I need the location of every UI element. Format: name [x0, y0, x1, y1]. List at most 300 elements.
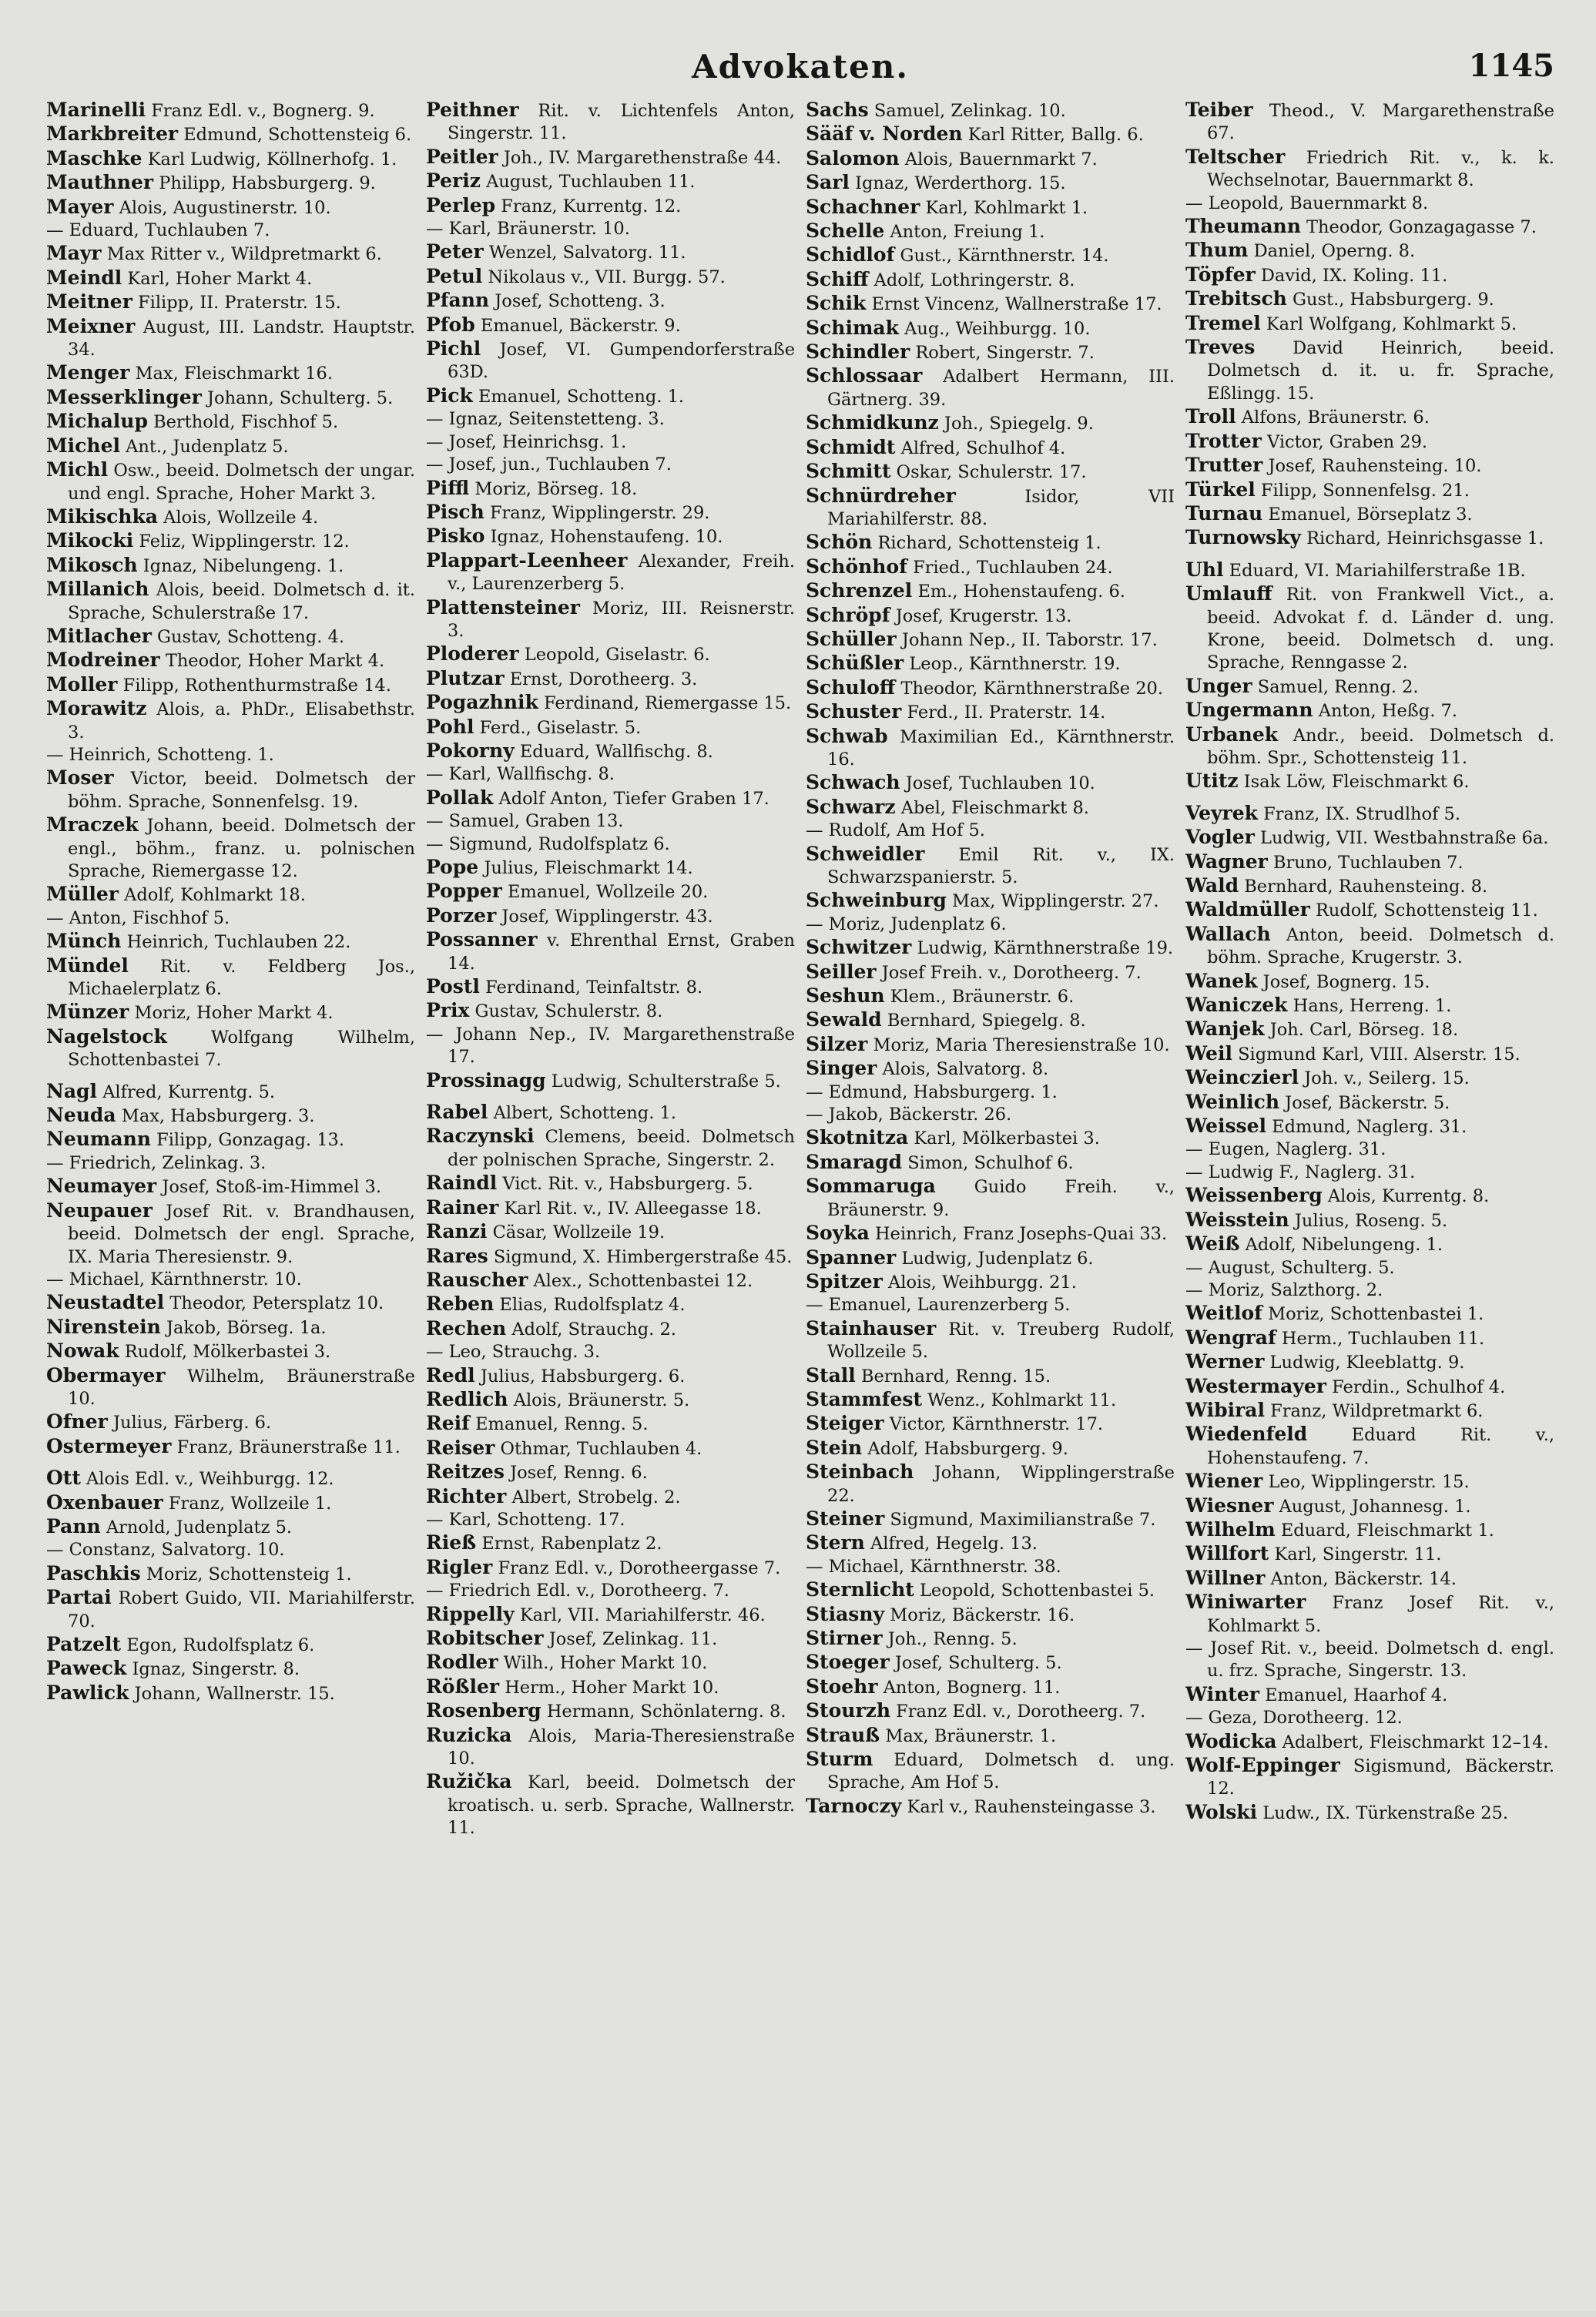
entry-surname: Strauß: [806, 1723, 880, 1746]
directory-entry: [806, 317, 1175, 340]
directory-entry: [46, 1682, 415, 1705]
entry-surname: Reiser: [426, 1436, 495, 1459]
entry-surname: Willner: [1185, 1566, 1266, 1589]
entry-details: Gust., Kärnthnerstr. 14.: [900, 246, 1109, 267]
directory-entry: [1185, 675, 1554, 699]
directory-entry: [46, 1364, 415, 1411]
entry-surname: Nirenstein: [46, 1315, 161, 1338]
entry-surname: Modreiner: [46, 649, 160, 672]
entry-details: Ernst, Rabenplatz 2.: [481, 1534, 662, 1554]
entry-details: Alois, Kurrentg. 8.: [1327, 1186, 1490, 1207]
directory-entry: [46, 813, 415, 883]
entry-surname: Schindler: [806, 340, 910, 364]
entry-details: Ferdinand, Riemergasse 15.: [544, 693, 792, 714]
entry-details: Theodor, Hoher Markt 4.: [165, 651, 385, 672]
entry-details: — Josef, jun., Tuchlauben 7.: [426, 454, 672, 475]
entry-details: Karl Ritter, Ballg. 6.: [967, 125, 1144, 146]
entry-details: Johann, Schulterg. 5.: [207, 387, 394, 408]
entry-surname: Schmidkunz: [806, 411, 939, 434]
entry-details: — Karl, Schotteng. 17.: [426, 1509, 625, 1530]
entry-details: Filipp, Gonzagag. 13.: [156, 1130, 344, 1151]
directory-entry: [426, 289, 795, 313]
directory-entry: [1185, 558, 1554, 582]
entry-details: Alois, Maria-Theresienstraße 10.: [448, 1725, 795, 1769]
directory-entry: [46, 1562, 415, 1586]
entry-surname: Tremel: [1185, 311, 1261, 334]
entry-surname: Schuster: [806, 700, 902, 723]
entry-details: Joh., Renng. 5.: [887, 1629, 1018, 1649]
entry-surname: Schwitzer: [806, 936, 912, 959]
entry-details: Hans, Herreng. 1.: [1293, 996, 1452, 1017]
entry-details: Filipp, Rothenthurmstraße 14.: [122, 675, 391, 696]
directory-entry: [426, 904, 795, 928]
directory-entry: [806, 1627, 1175, 1651]
entry-surname: Sewald: [806, 1008, 882, 1031]
entry-details: Karl Rit. v., IV. Alleegasse 18.: [504, 1198, 762, 1219]
entry-surname: Postl: [426, 975, 480, 998]
entry-details: Albert, Schotteng. 1.: [493, 1103, 676, 1124]
entry-details: Max Ritter v., Wildpretmarkt 6.: [106, 244, 382, 265]
directory-entry: [426, 880, 795, 904]
directory-entry: [1185, 1350, 1554, 1374]
entry-surname: Weissel: [1185, 1115, 1266, 1138]
entry-details: Anton, Freiung 1.: [890, 222, 1045, 243]
entry-details: Eduard, VI. Mariahilferstraße 1B.: [1229, 560, 1526, 581]
entry-surname: Stammfest: [806, 1387, 922, 1410]
page-header: [46, 40, 1554, 99]
entry-surname: Rainer: [426, 1195, 499, 1219]
directory-entry: [46, 386, 415, 410]
entry-surname: Pichl: [426, 337, 481, 360]
directory-entry: [806, 1748, 1175, 1795]
entry-details: Karl, Mölkerbastei 3.: [914, 1128, 1100, 1149]
directory-entry: [426, 146, 795, 169]
entry-details: Ferd., Giselastr. 5.: [479, 717, 642, 738]
entry-details: — Josef Rit. v., beeid. Dolmetsch d. engl. u. frz. Sprache, Singerstr. 13.: [1185, 1638, 1554, 1682]
entry-details: Wilhelm, Bräunerstraße 10.: [68, 1366, 415, 1409]
entry-surname: Plappart-Leenheer: [426, 548, 628, 572]
entry-surname: Spitzer: [806, 1269, 883, 1293]
entry-details: Ludwig, Kleeblattg. 9.: [1269, 1353, 1465, 1373]
entry-details: Herm., Tuchlauben 11.: [1281, 1328, 1485, 1349]
page-number: 1145: [1468, 48, 1554, 84]
entry-surname: Ungermann: [1185, 699, 1313, 722]
entry-details: — Karl, Bräunerstr. 10.: [426, 219, 630, 240]
entry-surname: Peithner: [426, 99, 519, 121]
entry-surname: Mauthner: [46, 171, 154, 194]
entry-details: Moriz, Schottenbastei 1.: [1268, 1304, 1484, 1325]
directory-entry: [806, 171, 1175, 195]
entry-details: Ignaz, Hohenstaufeng. 10.: [490, 527, 723, 548]
entry-details: — Rudolf, Am Hof 5.: [806, 820, 985, 841]
entry-surname: Rippelly: [426, 1602, 515, 1625]
entry-details: Wolfgang Wilhelm, Schottenbastei 7.: [68, 1027, 415, 1071]
directory-entry: [46, 744, 415, 766]
entry-surname: Teltscher: [1185, 145, 1286, 168]
entry-details: Alois Edl. v., Weihburgg. 12.: [86, 1469, 334, 1490]
entry-surname: Rechen: [426, 1316, 507, 1340]
directory-entry: [1185, 1754, 1554, 1801]
entry-surname: Schlossaar: [806, 364, 923, 387]
entry-details: Karl Ludwig, Köllnerhofg. 1.: [147, 149, 397, 169]
entry-surname: Uhl: [1185, 558, 1224, 581]
directory-entry: [426, 716, 795, 739]
directory-entry: [1185, 699, 1554, 723]
entry-details: — Leopold, Bauernmarkt 8.: [1185, 193, 1429, 213]
directory-entry: [426, 454, 795, 476]
entry-surname: Utitz: [1185, 770, 1239, 793]
entry-surname: Raindl: [426, 1172, 498, 1195]
entry-details: Theod., V. Margarethenstraße 67.: [1207, 101, 1554, 144]
entry-surname: Wanjek: [1185, 1018, 1265, 1041]
entry-details: Emanuel, Wollzeile 20.: [508, 882, 709, 903]
directory-entry: [426, 194, 795, 218]
entry-details: Anton, Heßg. 7.: [1318, 701, 1457, 722]
directory-entry: [426, 431, 795, 454]
directory-entry: [1185, 287, 1554, 311]
entry-details: Ludwig, Schulterstraße 5.: [551, 1071, 781, 1091]
entry-details: Bernhard, Renng. 15.: [860, 1366, 1051, 1387]
entry-surname: Raczynski: [426, 1125, 535, 1148]
entry-details: Rudolf, Mölkerbastei 3.: [124, 1342, 331, 1363]
entry-surname: Seshun: [806, 984, 885, 1008]
entry-surname: Wolf-Eppinger: [1185, 1754, 1340, 1777]
directory-entry: [806, 1507, 1175, 1531]
directory-entry: [806, 1675, 1175, 1699]
entry-details: Emil Rit. v., IX. Schwarzspanierstr. 5.: [827, 844, 1175, 887]
entry-details: Philipp, Habsburgerg. 9.: [159, 173, 376, 194]
entry-details: Eduard, Dolmetsch d. ung. Sprache, Am Hof 5.: [827, 1750, 1175, 1793]
entry-details: Alois, a. PhDr., Elisabethstr. 3.: [68, 699, 415, 743]
entry-surname: Oxenbauer: [46, 1490, 163, 1514]
directory-entry: [1185, 405, 1554, 429]
entry-details: Moriz, Maria Theresienstraße 10.: [873, 1034, 1170, 1055]
entry-details: — Michael, Kärnthnerstr. 38.: [806, 1556, 1061, 1577]
entry-surname: Weitlof: [1185, 1302, 1262, 1325]
entry-surname: Wodicka: [1185, 1729, 1277, 1752]
entry-surname: Türkel: [1185, 478, 1256, 501]
entry-details: Ignaz, Nibelungeng. 1.: [142, 555, 344, 576]
entry-details: Sigmund Karl, VIII. Alserstr. 15.: [1238, 1044, 1521, 1065]
entry-details: Josef, Wipplingerstr. 43.: [501, 906, 713, 927]
entry-surname: Sommaruga: [806, 1175, 936, 1198]
entry-details: Wenzel, Salvatorg. 11.: [488, 243, 686, 263]
directory-entry: [1185, 1494, 1554, 1518]
entry-surname: Schachner: [806, 195, 920, 218]
directory-entry: [806, 820, 1175, 842]
entry-surname: Spanner: [806, 1246, 897, 1269]
directory-entry: [1185, 1730, 1554, 1754]
entry-details: Franz, Wollzeile 1.: [168, 1493, 332, 1514]
entry-details: Franz, Kurrentg. 12.: [501, 196, 682, 216]
directory-entry: [806, 1388, 1175, 1412]
entry-details: Emanuel, Haarhof 4.: [1265, 1685, 1448, 1705]
entry-surname: Trutter: [1185, 454, 1263, 477]
entry-details: Johann Nep., II. Taborstr. 17.: [901, 629, 1158, 650]
entry-surname: Robitscher: [426, 1627, 544, 1649]
entry-details: Alois, Bauernmarkt 7.: [904, 149, 1098, 169]
entry-details: Josef, Stoß-im-Himmel 3.: [162, 1177, 382, 1198]
directory-entry: [1185, 826, 1554, 850]
entry-surname: Nowak: [46, 1340, 119, 1363]
entry-surname: Schweidler: [806, 842, 925, 865]
entry-details: Ludwig, Kärnthnerstraße 19.: [917, 938, 1174, 959]
entry-surname: Rigler: [426, 1555, 493, 1578]
entry-surname: Urbanek: [1185, 723, 1279, 746]
directory-entry: [46, 529, 415, 553]
entry-surname: Plattensteiner: [426, 595, 580, 619]
entry-surname: Singer: [806, 1057, 877, 1080]
directory-entry: [46, 1025, 415, 1072]
directory-entry: [46, 315, 415, 362]
entry-details: Elias, Rudolfsplatz 4.: [499, 1295, 686, 1316]
entry-surname: Veyrek: [1185, 801, 1258, 824]
entry-surname: Porzer: [426, 904, 497, 927]
entry-surname: Schrenzel: [806, 579, 913, 602]
entry-surname: Schön: [806, 531, 873, 554]
entry-surname: Steiger: [806, 1412, 884, 1435]
entry-details: Jakob, Börseg. 1a.: [166, 1317, 327, 1338]
directory-entry: [426, 833, 795, 856]
entry-surname: Umlauff: [1185, 582, 1272, 605]
directory-entry: [426, 596, 795, 643]
entry-surname: Stall: [806, 1363, 856, 1387]
directory-entry: [1185, 193, 1554, 215]
entry-details: Julius, Roseng. 5.: [1294, 1210, 1448, 1231]
entry-surname: Rauscher: [426, 1268, 528, 1291]
directory-entry: [806, 1460, 1175, 1507]
entry-surname: Wallach: [1185, 922, 1271, 945]
entry-details: — Leo, Strauchg. 3.: [426, 1342, 601, 1363]
entry-details: Arnold, Judenplatz 5.: [106, 1517, 293, 1537]
directory-entry: [46, 434, 415, 458]
directory-entry: [806, 1724, 1175, 1748]
directory-entry: [1185, 502, 1554, 526]
entry-surname: Ostermeyer: [46, 1434, 172, 1457]
entry-details: Emanuel, Bäckerstr. 9.: [480, 315, 681, 336]
directory-entry: [806, 1412, 1175, 1436]
entry-surname: Pogazhnik: [426, 691, 538, 714]
entry-surname: Pick: [426, 384, 473, 407]
directory-entry: [426, 314, 795, 337]
directory-entry: [1185, 1302, 1554, 1326]
entry-details: Franz Edl. v., Dorotheergasse 7.: [498, 1558, 781, 1578]
entry-details: Andr., beeid. Dolmetsch d. böhm. Spr., Schottensteig 11.: [1207, 725, 1554, 768]
directory-entry: [806, 1699, 1175, 1723]
directory-entry: [806, 1222, 1175, 1246]
entry-details: Franz, Bräunerstraße 11.: [176, 1437, 401, 1457]
entry-surname: Rieß: [426, 1531, 477, 1554]
directory-entry: [1185, 99, 1554, 146]
entry-details: Anton, beeid. Dolmetsch d. böhm. Sprache, Krugerstr. 3.: [1207, 924, 1554, 968]
directory-entry: [806, 99, 1175, 122]
entry-details: — Geza, Dorotheerg. 12.: [1185, 1708, 1403, 1729]
directory-entry: [46, 410, 415, 434]
directory-entry: [46, 361, 415, 385]
entry-surname: Stoeger: [806, 1651, 890, 1674]
entry-details: Klem., Bräunerstr. 6.: [890, 987, 1075, 1008]
directory-entry: [806, 1033, 1175, 1057]
entry-details: Victor, Graben 29.: [1266, 431, 1428, 452]
entry-details: Egon, Rudolfsplatz 6.: [126, 1635, 315, 1655]
entry-details: Adolf, Habsburgerg. 9.: [867, 1438, 1068, 1459]
entry-details: Josef, Bäckerstr. 5.: [1285, 1092, 1450, 1113]
directory-entry: [1185, 430, 1554, 454]
directory-entry: [46, 554, 415, 578]
entry-surname: Weil: [1185, 1041, 1232, 1065]
entry-surname: Partai: [46, 1586, 112, 1609]
entry-surname: Redlich: [426, 1387, 508, 1410]
column-2: [426, 99, 795, 2317]
entry-details: Eduard Rit. v., Hohenstaufeng. 7.: [1207, 1425, 1554, 1468]
entry-details: Ludwig, VII. Westbahnstraße 6a.: [1260, 828, 1549, 849]
entry-surname: Waldmüller: [1185, 898, 1310, 921]
entry-surname: Schmidt: [806, 435, 896, 458]
directory-entry: [46, 171, 415, 195]
entry-details: Samuel, Zelinkag. 10.: [873, 101, 1066, 121]
entry-details: Leopold, Schottenbastei 5.: [919, 1581, 1155, 1601]
entry-details: Johann, Wipplingerstraße 22.: [827, 1463, 1175, 1506]
directory-entry: [1185, 1232, 1554, 1256]
entry-details: Johann, Wallnerstr. 15.: [134, 1683, 335, 1704]
entry-surname: Pann: [46, 1514, 101, 1537]
entry-surname: Thum: [1185, 239, 1249, 262]
directory-entry: [46, 1435, 415, 1459]
directory-entry: [806, 1651, 1175, 1675]
directory-entry: [1185, 1683, 1554, 1707]
directory-entry: [806, 1175, 1175, 1222]
entry-surname: Trotter: [1185, 429, 1262, 452]
entry-surname: Periz: [426, 169, 481, 193]
entry-surname: Turnau: [1185, 501, 1263, 525]
entry-surname: Richter: [426, 1484, 507, 1507]
entry-details: Anton, Bognerg. 11.: [883, 1677, 1061, 1698]
directory-entry: [426, 1627, 795, 1651]
entry-details: Clemens, beeid. Dolmetsch der polnischen Sprache, Singerstr. 2.: [448, 1127, 795, 1170]
entry-details: August, Johannesg. 1.: [1279, 1496, 1471, 1517]
directory-entry: [1185, 215, 1554, 239]
entry-details: Karl, Singerstr. 11.: [1274, 1544, 1442, 1565]
entry-surname: Michl: [46, 458, 109, 481]
entry-details: Ludwig, Judenplatz 6.: [901, 1248, 1094, 1269]
directory-entry: [426, 999, 795, 1023]
entry-surname: Nagelstock: [46, 1024, 167, 1048]
entry-details: Moriz, Hoher Markt 4.: [134, 1003, 334, 1024]
entry-details: Johann, beeid. Dolmetsch der engl., böhm., franz. u. polnischen Sprache, Riemergasse 12.: [68, 816, 415, 881]
entry-surname: Mikischka: [46, 505, 158, 528]
directory-entry: [426, 1531, 795, 1555]
entry-details: Berthold, Fischhof 5.: [153, 412, 339, 433]
entry-surname: Sachs: [806, 99, 869, 121]
entry-details: Rit. v. Lichtenfels Anton, Singerstr. 11.: [448, 101, 795, 144]
entry-surname: Meindl: [46, 266, 122, 289]
entry-details: — Friedrich Edl. v., Dorotheerg. 7.: [426, 1581, 729, 1601]
entry-surname: Michalup: [46, 410, 148, 433]
entry-details: Simon, Schulhof 6.: [907, 1152, 1074, 1173]
entry-details: — Eugen, Naglerg. 31.: [1185, 1139, 1386, 1160]
entry-details: Karl v., Rauhensteingasse 3.: [907, 1796, 1156, 1817]
directory-entry: [426, 1770, 795, 1839]
entry-surname: Pohl: [426, 715, 474, 738]
entry-surname: Steiner: [806, 1507, 885, 1530]
directory-entry: [426, 1580, 795, 1602]
entry-details: — Moriz, Salzthorg. 2.: [1185, 1279, 1383, 1300]
entry-details: Bernhard, Spiegelg. 8.: [887, 1011, 1086, 1031]
entry-details: Nikolaus v., VII. Burgg. 57.: [488, 267, 726, 287]
column-4: [1185, 99, 1554, 2317]
entry-surname: Stoehr: [806, 1675, 878, 1698]
entry-details: Josef, Schotteng. 3.: [495, 291, 666, 312]
directory-entry: [806, 936, 1175, 960]
entry-surname: Mayr: [46, 242, 102, 265]
directory-entry: [1185, 1162, 1554, 1184]
entry-details: Joh. v., Seilerg. 15.: [1304, 1068, 1470, 1089]
entry-details: Guido Freih. v., Bräunerstr. 9.: [827, 1177, 1175, 1220]
entry-details: Ludw., IX. Türkenstraße 25.: [1262, 1802, 1509, 1823]
directory-entry: [46, 1104, 415, 1128]
entry-surname: Reben: [426, 1293, 495, 1316]
directory-entry: [806, 485, 1175, 531]
directory-entry: [806, 914, 1175, 936]
directory-entry: [426, 1699, 795, 1723]
entry-details: Rit. von Frankwell Vict., a. beeid. Advokat f. d. Länder d. ung. Krone, beeid. Dolmetsch d. ung. Sprache, Renngasse 2.: [1207, 585, 1554, 673]
directory-entry: [426, 786, 795, 810]
entry-surname: Paschkis: [46, 1561, 141, 1584]
entry-surname: Soyka: [806, 1222, 870, 1245]
entry-details: Karl Wolfgang, Kohlmarkt 5.: [1266, 314, 1517, 334]
directory-entry: [1185, 1638, 1554, 1683]
directory-entry: [426, 1317, 795, 1341]
entry-surname: Ranzi: [426, 1220, 488, 1243]
entry-surname: Wald: [1185, 874, 1239, 897]
directory-entry: [1185, 1279, 1554, 1302]
entry-surname: Markbreiter: [46, 122, 179, 146]
entry-details: Leop., Kärnthnerstr. 19.: [909, 654, 1121, 675]
entry-details: — Heinrich, Schotteng. 1.: [46, 744, 274, 765]
entry-surname: Weisstein: [1185, 1208, 1289, 1231]
directory-entry: [426, 1125, 795, 1172]
directory-entry: [806, 411, 1175, 435]
directory-entry: [46, 122, 415, 146]
entry-details: Ferdinand, Teinfaltstr. 8.: [485, 977, 703, 998]
entry-details: Josef Freih. v., Dorotheerg. 7.: [881, 962, 1142, 983]
entry-details: Ernst, Dorotheerg. 3.: [509, 669, 698, 689]
entry-surname: Münch: [46, 930, 122, 953]
entry-details: August, III. Landstr. Hauptstr. 34.: [68, 317, 415, 360]
directory-entry: [426, 810, 795, 833]
column-3: [806, 99, 1175, 2317]
entry-surname: Münzer: [46, 1001, 129, 1024]
directory-entry: [806, 1126, 1175, 1150]
entry-surname: Vogler: [1185, 826, 1255, 849]
directory-entry: [46, 220, 415, 242]
directory-entry: [46, 673, 415, 697]
entry-surname: Possanner: [426, 928, 538, 951]
directory-entry: [426, 1556, 795, 1580]
entry-details: Bruno, Tuchlauben 7.: [1273, 852, 1464, 873]
column-1: [46, 99, 415, 2317]
entry-details: Josef, Schulterg. 5.: [894, 1653, 1062, 1674]
directory-entry: [426, 739, 795, 763]
directory-entry: [806, 676, 1175, 700]
directory-entry: [426, 642, 795, 666]
entry-surname: Pisko: [426, 525, 485, 548]
entry-surname: Prossinagg: [426, 1068, 546, 1091]
directory-entry: [1185, 1518, 1554, 1542]
directory-entry: [426, 99, 795, 146]
directory-entry: [426, 1101, 795, 1125]
entry-details: Robert, Singerstr. 7.: [915, 343, 1095, 364]
